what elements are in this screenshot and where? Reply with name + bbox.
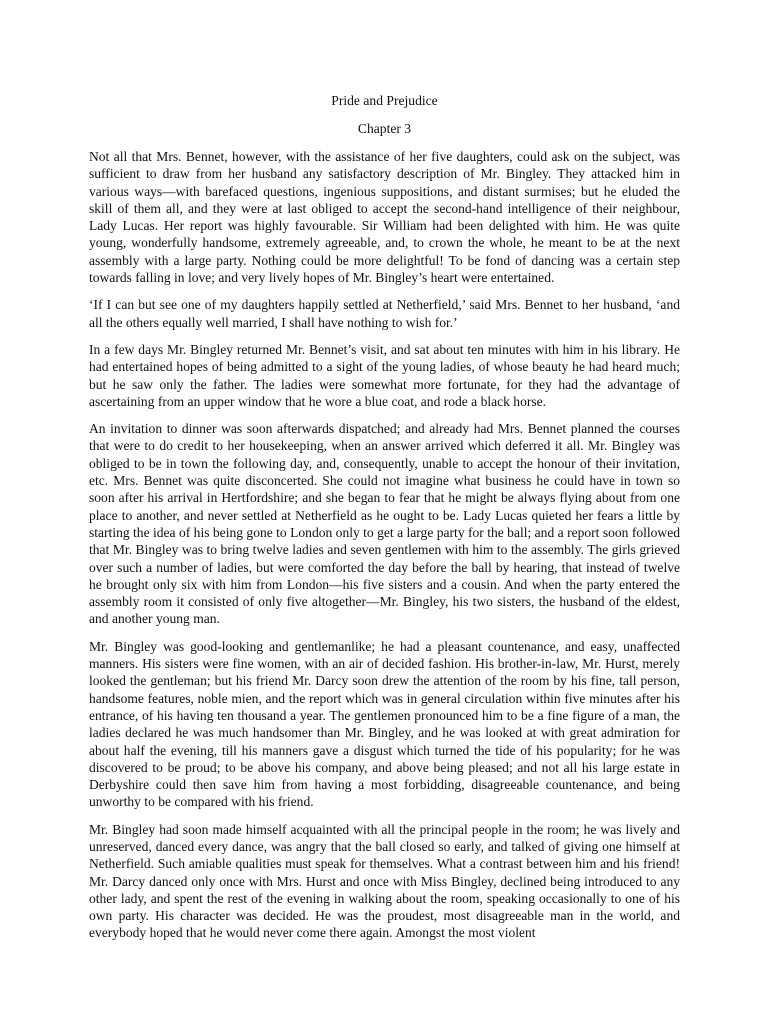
book-title: Pride and Prejudice (331, 93, 438, 108)
paragraph-1: Not all that Mrs. Bennet, however, with the assistance of her five daughters, could ask on the subject, was sufficient to draw from her husband any satisfactory description of Mr. Bingley. They attacked him in various ways—with barefaced questions, ingenious suppositions, and distant surmises; but he eluded the skill of them all, and they were at last obliged to accept the second-hand intelligence of their neighbour, Lady Lucas. Her report was highly favourable. Sir William had been delighted with him. He was quite young, wonderfully handsome, extremely agreeable, and, to crown the whole, he meant to be at the next assembly with a large party. Nothing could be more delightful! To be fond of dancing was a certain step towards falling in love; and very lively hopes of Mr. Bingley’s heart were entertained. (89, 149, 680, 286)
paragraph-6: Mr. Bingley had soon made himself acquainted with all the principal people in the room; he was lively and unreserved, danced every dance, was angry that the ball closed so early, and talked of giving one himself at Netherfield. Such amiable qualities must speak for themselves. What a contrast between him and his friend! Mr. Darcy danced only once with Mrs. Hurst and once with Miss Bingley, declined being introduced to any other lady, and spent the rest of the evening in walking about the room, speaking occasionally to one of his own party. His character was decided. He was the proudest, most disagreeable man in the world, and everybody hoped that he would never come there again. Amongst the most violent (89, 821, 680, 941)
paragraph-3: In a few days Mr. Bingley returned Mr. Bennet’s visit, and sat about ten minutes with him in his library. He had entertained hopes of being admitted to a sight of the young ladies, of whose beauty he had heard much; but he saw only the father. The ladies were somewhat more fortunate, for they had the advantage of ascertaining from an upper window that he wore a blue coat, and rode a black horse. (89, 341, 680, 409)
paragraph-4: An invitation to dinner was soon afterwards dispatched; and already had Mrs. Bennet planned the courses that were to do credit to her housekeeping, when an answer arrived which deferred it all. Mr. Bingley was obliged to be in town the following day, and, consequently, unable to accept the honour of their invitation, etc. Mrs. Bennet was quite disconcerted. She could not imagine what business he could have in town so soon after his arrival in Hertfordshire; and she began to fear that he might be always flying about from one place to another, and never settled at Netherfield as he ought to be. Lady Lucas quieted her fears a little by starting the idea of his being gone to London only to get a large party for the ball; and a report soon followed that Mr. Bingley was to bring twelve ladies and seven gentlemen with him to the assembly. The girls grieved over such a number of ladies, but were comforted the day before the ball by hearing, that instead of twelve he brought only six with him from London—his five sisters and a cousin. And when the party entered the assembly room it consisted of only five altogether—Mr. Bingley, his two sisters, the husband of the eldest, and another young man. (89, 421, 680, 627)
chapter-heading: Chapter 3 (357, 121, 412, 136)
paragraph-2: ‘If I can but see one of my daughters happily settled at Netherfield,’ said Mrs. Bennet to her husband, ‘and all the others equally well married, I shall have nothing to wish for.’ (89, 297, 680, 330)
paragraph-5: Mr. Bingley was good-looking and gentlemanlike; he had a pleasant countenance, and easy, unaffected manners. His sisters were fine women, with an air of decided fashion. His brother-in-law, Mr. Hurst, merely looked the gentleman; but his friend Mr. Darcy soon drew the attention of the room by his fine, tall person, handsome features, noble mien, and the report which was in general circulation within five minutes after his entrance, of his having ten thousand a year. The gentlemen pronounced him to be a fine figure of a man, the ladies declared he was much handsomer than Mr. Bingley, and he was looked at with great admiration for about half the evening, till his manners gave a disgust which turned the tide of his popularity; for he was discovered to be proud; to be above his company, and above being pleased; and not all his large estate in Derbyshire could then save him from having a most forbidding, disagreeable countenance, and being unworthy to be compared with his friend. (89, 638, 680, 810)
document-page (89, 92, 680, 952)
